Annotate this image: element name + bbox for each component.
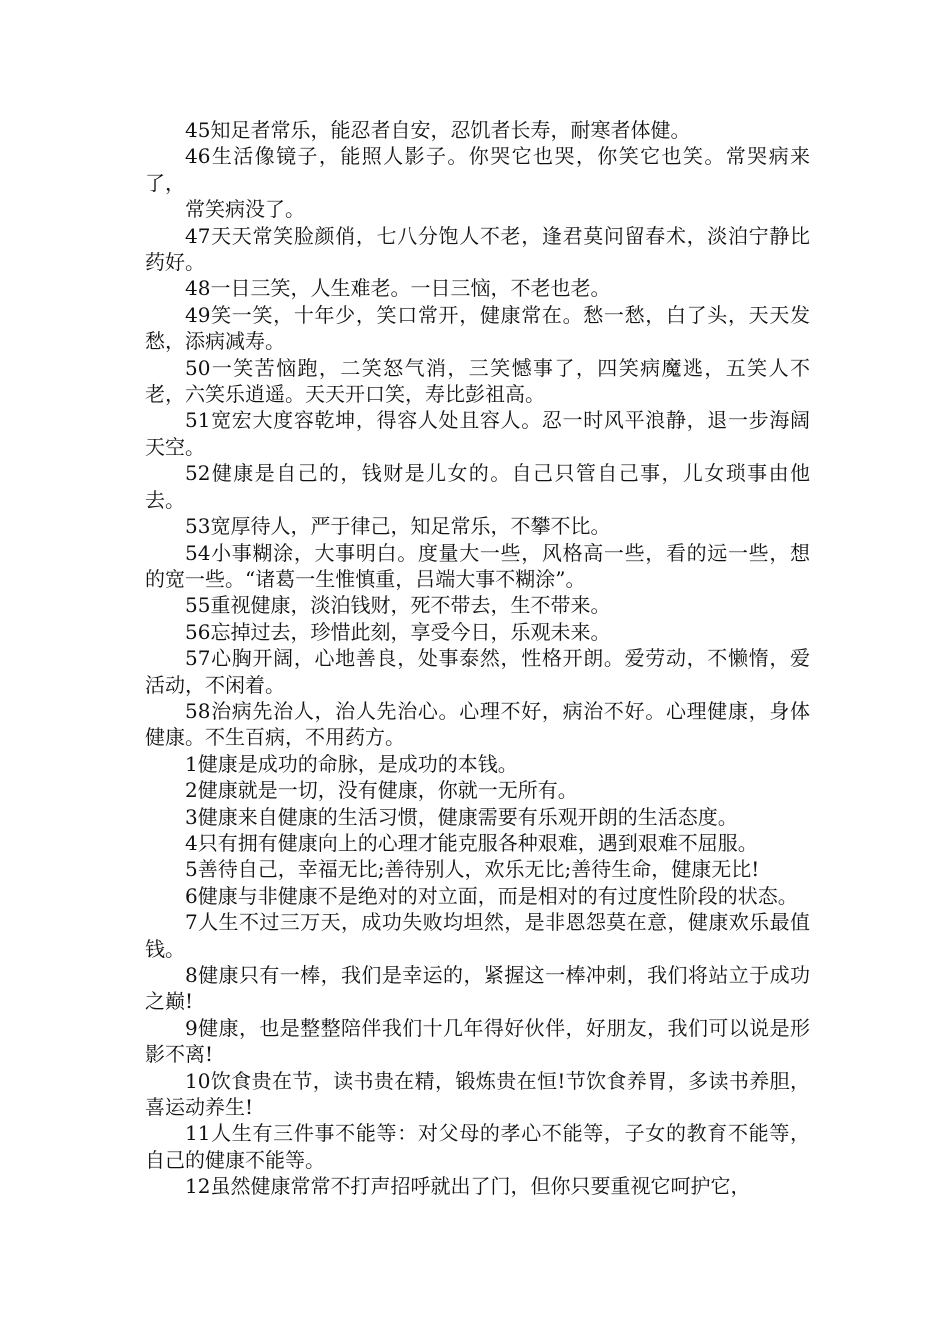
- paragraph-55: 55重视健康，淡泊钱财，死不带去，生不带来。: [185, 593, 611, 618]
- paragraph-46-continued: 常笑病没了。: [185, 197, 305, 222]
- paragraph-54: 54小事糊涂，大事明白。度量大一些，风格高一些，看的远一些，想的宽一些。“诸葛一生惟慎重，吕端大事不糊涂”。: [145, 540, 810, 591]
- paragraph-46: 46生活像镜子，能照人影子。你哭它也哭，你笑它也笑。常哭病来了，: [145, 144, 810, 195]
- paragraph-49: 49笑一笑，十年少，笑口常开，健康常在。愁一愁，白了头，天天发愁，添病减寿。: [145, 302, 810, 354]
- paragraph-53: 53宽厚待人，严于律己，知足常乐，不攀不比。: [185, 514, 611, 539]
- paragraph-2: 2健康就是一切，没有健康，你就一无所有。: [185, 778, 578, 803]
- paragraph-10: 10饮食贵在节，读书贵在精，锻炼贵在恒!节饮食养胃，多读书养胆，喜运动养生!: [145, 1068, 810, 1120]
- paragraph-50: 50一笑苦恼跑，二笑怒气消，三笑憾事了，四笑病魔逃，五笑人不老，六笑乐逍遥。天天开口笑，寿比彭祖高。: [145, 355, 810, 407]
- paragraph-47: 47天天常笑脸颜俏，七八分饱人不老，逢君莫问留春术，淡泊宁静比药好。: [145, 223, 810, 275]
- paragraph-6: 6健康与非健康不是绝对的对立面，而是相对的有过度性阶段的状态。: [185, 883, 798, 908]
- paragraph-51: 51宽宏大度容乾坤，得容人处且容人。忍一时风平浪静，退一步海阔天空。: [145, 408, 810, 459]
- paragraph-9: 9健康，也是整整陪伴我们十几年得好伙伴，好朋友，我们可以说是形影不离!: [145, 1015, 810, 1067]
- paragraph-5: 5善待自己，幸福无比;善待别人，欢乐无比;善待生命，健康无比!: [185, 857, 760, 882]
- paragraph-56: 56忘掉过去，珍惜此刻，享受今日，乐观未来。: [185, 619, 611, 644]
- paragraph-8: 8健康只有一棒，我们是幸运的，紧握这一棒冲刺，我们将站立于成功之巅!: [145, 963, 810, 1014]
- document-body: [145, 117, 810, 1200]
- paragraph-12: 12虽然健康常常不打声招呼就出了门，但你只要重视它呵护它，: [185, 1174, 751, 1199]
- paragraph-3: 3健康来自健康的生活习惯，健康需要有乐观开朗的生活态度。: [185, 804, 738, 829]
- paragraph-1: 1健康是成功的命脉，是成功的本钱。: [185, 751, 518, 776]
- paragraph-45: 45知足者常乐，能忍者自安，忍饥者长寿，耐寒者体健。: [185, 118, 691, 142]
- paragraph-57: 57心胸开阔，心地善良，处事泰然，性格开朗。爱劳动，不懒惰，爱活动，不闲着。: [145, 646, 810, 697]
- paragraph-11: 11人生有三件事不能等：对父母的孝心不能等，子女的教育不能等，自己的健康不能等。: [145, 1121, 810, 1172]
- paragraph-7: 7人生不过三万天，成功失败均坦然，是非恩怨莫在意，健康欢乐最值钱。: [145, 910, 810, 961]
- paragraph-58: 58治病先治人，治人先治心。心理不好，病治不好。心理健康，身体健康。不生百病，不用药方。: [145, 698, 810, 750]
- paragraph-4: 4只有拥有健康向上的心理才能克服各种艰难，遇到艰难不屈服。: [185, 830, 758, 855]
- paragraph-48: 48一日三笑，人生难老。一日三恼，不老也老。: [185, 276, 611, 301]
- paragraph-52: 52健康是自己的，钱财是儿女的。自己只管自己事，儿女琐事由他去。: [145, 461, 810, 512]
